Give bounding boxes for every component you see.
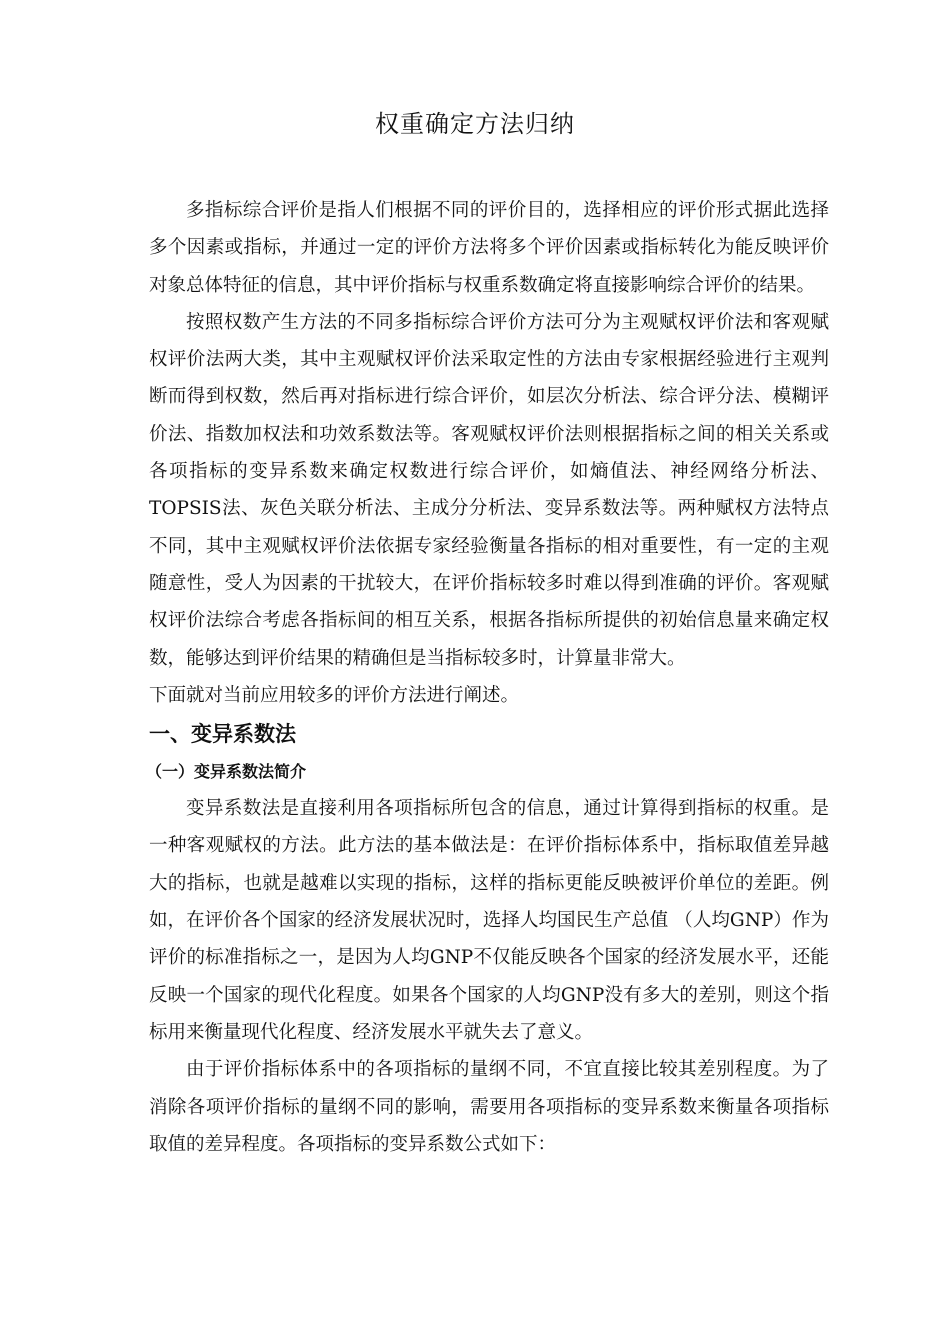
paragraph-transition: 下面就对当前应用较多的评价方法进行阐述。 [149,684,520,706]
paragraph-intro: 多指标综合评价是指人们根据不同的评价目的，选择相应的评价形式据此选择多个因素或指标，并通过一定的评价方法将多个评价因素或指标转化为能反映评价对象总体特征的信息，其中评价指标与权重系数确定将直接影响综合评价的结果。 [149,200,829,296]
document-title: 权重确定方法归纳 [375,110,575,138]
paragraph-classification: 按照权数产生方法的不同多指标综合评价方法可分为主观赋权评价法和客观赋权评价法两大类，其中主观赋权评价法采取定性的方法由专家根据经验进行主观判断而得到权数，然后再对指标进行综合评价，如层次分析法、综合评分法、模糊评价法、指数加权法和功效系数法等。客观赋权评价法则根据指标之间的相关关系或各项指标的变异系数来确定权数进行综合评价，如熵值法、神经网络分析法、TOPSIS法、灰色关联分析法、主成分分析法、变异系数法等。两种赋权方法特点不同，其中主观赋权评价法依据专家经验衡量各指标的相对重要性，有一定的主观随意性，受人为因素的干扰较大，在评价指标较多时难以得到准确的评价。客观赋权评价法综合考虑各指标间的相互关系，根据各指标所提供的初始信息量来确定权数，能够达到评价结果的精确但是当指标较多时，计算量非常大。 [149,311,829,669]
subsection-heading: （一）变异系数法简介 [146,762,307,782]
section-heading: 一、变异系数法 [149,721,296,747]
paragraph-cv-intro: 变异系数法是直接利用各项指标所包含的信息，通过计算得到指标的权重。是一种客观赋权的方法。此方法的基本做法是：在评价指标体系中，指标取值差异越大的指标，也就是越难以实现的指标，这样的指标更能反映被评价单位的差距。例如，在评价各个国家的经济发展状况时，选择人均国民生产总值 （人均GNP）作为评价的标准指标之一，是因为人均GNP不仅能反映各个国家的经济发展水平，还能反映一个国家的现代化程度。如果各个国家的人均GNP没有多大的差别，则这个指标用来衡量现代化程度、经济发展水平就失去了意义。 [149,798,829,1043]
document-body [146,192,829,1163]
paragraph-cv-formula-lead: 由于评价指标体系中的各项指标的量纲不同，不宜直接比较其差别程度。为了消除各项评价指标的量纲不同的影响，需要用各项指标的变异系数来衡量各项指标取值的差异程度。各项指标的变异系数公式如下： [149,1059,829,1155]
